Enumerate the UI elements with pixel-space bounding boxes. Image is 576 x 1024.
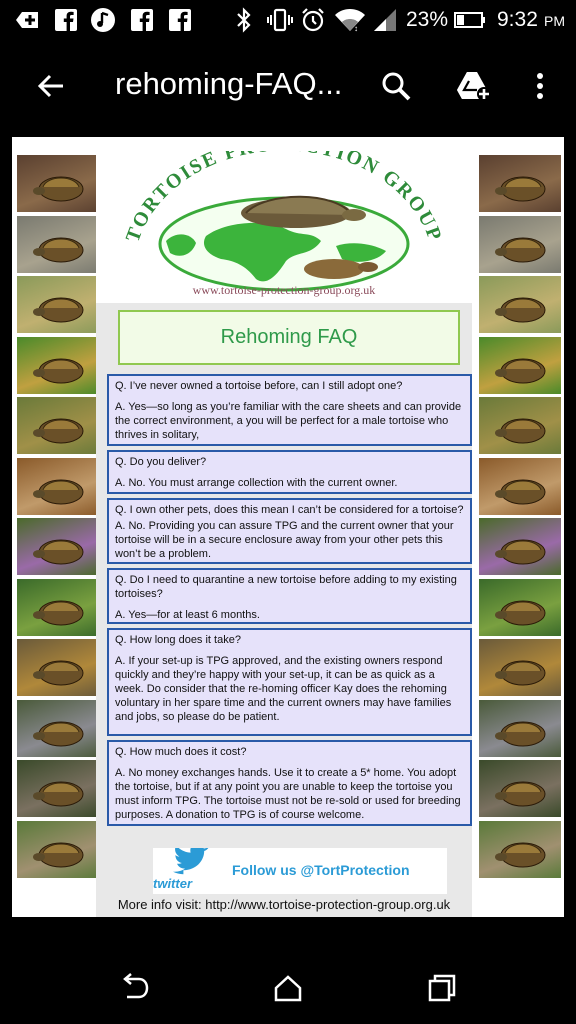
search-button[interactable] [372, 62, 420, 110]
logo-text: TORTOISE P ION GROUP [121, 151, 447, 245]
twitter-wordmark: twitter [153, 876, 192, 891]
search-icon [380, 70, 412, 102]
faq-answer: A. No. You must arrange collection with the current owner. [115, 477, 398, 489]
tortoise-photo [17, 216, 99, 273]
faq-question: Q. How long does it take? [115, 634, 241, 646]
tortoise-photo [479, 276, 561, 333]
svg-text:↕: ↕ [354, 24, 358, 33]
faq-item [107, 628, 472, 736]
back-arrow-icon [36, 71, 66, 101]
logo-url: www.tortoise-protection-group.org.uk [192, 283, 376, 297]
tortoise-photo [17, 337, 99, 394]
faq-answer: A. Yes—for at least 6 months. [115, 609, 260, 621]
drive-add-icon [455, 70, 491, 102]
faq-item [107, 374, 472, 446]
faq-answer: A. No. Providing you can assure TPG and the current owner that your tortoise will be in a secure enclosure away from your other pets this won’t be a problem. [115, 520, 454, 560]
tortoise-photo [17, 397, 99, 454]
faq-question: Q. Do I need to quarantine a new tortoise before adding to my existing tortoises? [115, 574, 457, 600]
tortoise-photo [17, 760, 99, 817]
faq-question: Q. How much does it cost? [115, 746, 247, 758]
facebook-icon [168, 7, 192, 33]
tortoise-photo [479, 397, 561, 454]
tortoise-photo [17, 821, 99, 878]
music-icon [90, 7, 116, 33]
faq-question: Q. Do you deliver? [115, 456, 207, 468]
faq-question: Q. I’ve never owned a tortoise before, can I still adopt one? [115, 380, 403, 392]
logo-globe-icon [96, 151, 472, 303]
vibrate-icon [266, 7, 294, 33]
clock-ampm: PM [544, 13, 565, 29]
tortoise-photo [479, 579, 561, 636]
wifi-icon [334, 7, 366, 33]
back-button[interactable] [27, 62, 75, 110]
faq-item [107, 740, 472, 826]
faq-answer: A. Yes—so long as you’re familiar with the care sheets and can provide the correct environment, a you will be perfect for a male tortoise who thrives in solitary, [115, 401, 462, 441]
tortoise-photo [479, 821, 561, 878]
bluetooth-icon [234, 7, 254, 33]
back-icon [119, 973, 149, 1003]
faq-title-box [118, 310, 460, 365]
add-icon [14, 7, 40, 33]
navigation-bar [0, 944, 576, 1024]
clock-time: 9:32 [497, 8, 538, 31]
faq-answer: A. If your set-up is TPG approved, and the existing owners respond quickly and they’re happy with your set-up, it can be as quick as a week. Do consider that the re-homing officer Kay does the rehoming voluntary in her spare time and the current owners may have families and jobs, so please do be patient. [115, 655, 452, 723]
facebook-icon [54, 7, 78, 33]
group-logo [96, 151, 472, 303]
add-to-drive-button[interactable] [449, 62, 497, 110]
photo-strip-right [479, 155, 561, 881]
tortoise-photo [17, 276, 99, 333]
tortoise-photo [17, 700, 99, 757]
status-bar [0, 0, 576, 40]
faq-item [107, 498, 472, 564]
document-page[interactable] [12, 137, 564, 917]
more-options-button[interactable] [516, 62, 564, 110]
tortoise-photo [479, 639, 561, 696]
document-title: rehoming-FAQ... [115, 66, 343, 101]
signal-icon [372, 7, 398, 33]
tortoise-photo [17, 155, 99, 212]
app-bar [0, 40, 576, 132]
battery-icon [454, 7, 486, 33]
photo-strip-left [17, 155, 99, 881]
tortoise-photo [479, 700, 561, 757]
tortoise-photo [17, 458, 99, 515]
alarm-icon [300, 7, 326, 33]
document-content [96, 151, 472, 917]
nav-recents-button[interactable] [422, 968, 462, 1008]
tortoise-photo [17, 579, 99, 636]
nav-home-button[interactable] [268, 968, 308, 1008]
faq-answer: A. No money exchanges hands. Use it to create a 5* home. You adopt the tortoise, but if at any point you are unable to keep the tortoise you must inform TPG. The tortoise must not be re-sold or used for breeding purposes. A donation to TPG is of course welcome. [115, 767, 461, 821]
tortoise-photo [479, 155, 561, 212]
home-icon [273, 973, 303, 1003]
tortoise-photo [479, 518, 561, 575]
battery-percent: 23% [406, 8, 449, 31]
twitter-follow-text[interactable]: Follow us @TortProtection [232, 862, 410, 878]
tortoise-photo [479, 337, 561, 394]
facebook-icon [130, 7, 154, 33]
nav-back-button[interactable] [114, 968, 154, 1008]
faq-question: Q. I own other pets, does this mean I can’t be considered for a tortoise? [115, 504, 464, 516]
recents-icon [427, 973, 457, 1003]
faq-title: Rehoming FAQ [220, 326, 358, 348]
tortoise-photo [479, 458, 561, 515]
tortoise-photo [479, 760, 561, 817]
more-vert-icon [535, 71, 545, 101]
faq-item [107, 450, 472, 494]
more-info-link[interactable]: More info visit: http://www.tortoise-protection-group.org.uk [117, 897, 451, 912]
tortoise-photo [17, 518, 99, 575]
faq-item [107, 568, 472, 624]
tortoise-photo [479, 216, 561, 273]
tortoise-photo [17, 639, 99, 696]
twitter-banner[interactable] [153, 848, 447, 894]
